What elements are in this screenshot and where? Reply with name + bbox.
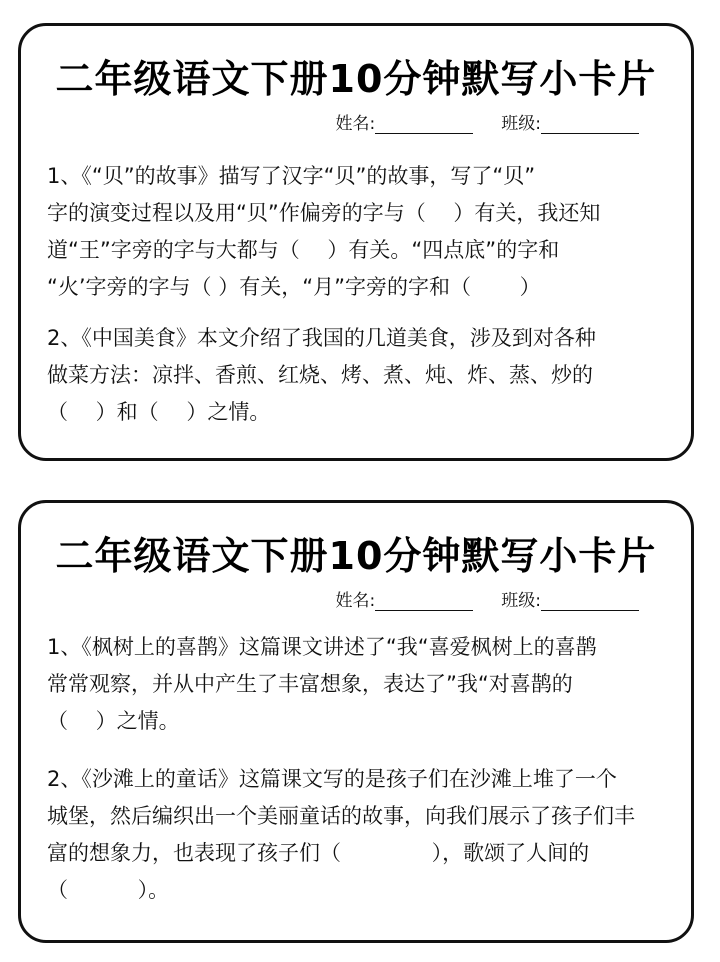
question-2: 2、《中国美食》本文介绍了我国的几道美食，涉及到对各种 做菜方法：凉拌、香煎、红烧、烤、煮、炖、炸、蒸、炒的 （ ）和（ ）之情。: [47, 326, 596, 424]
card-title: 二年级语文下册10分钟默写小卡片: [55, 57, 657, 101]
name-label: 姓名:: [335, 114, 376, 134]
name-blank[interactable]: [375, 592, 473, 611]
class-label: 班级:: [501, 114, 541, 134]
class-label: 班级:: [501, 591, 541, 611]
student-info: [336, 109, 639, 134]
dictation-card-1: [18, 23, 694, 461]
name-label: 姓名:: [335, 591, 376, 611]
question-1: 1、《“贝”的故事》描写了汉字“贝”的故事，写了“贝” 字的演变过程以及用“贝”作偏旁的字与（ ）有关，我还知 道“王”字旁的字与大都与（ ）有关。“四点底”的字和 “火’字旁的字与（ ）有关，“月”字旁的字和（ ）: [47, 164, 601, 299]
class-blank[interactable]: [541, 592, 639, 611]
question-1: 1、《枫树上的喜鹊》这篇课文讲述了“我“喜爱枫树上的喜鹊 常常观察，并从中产生了丰富想象，表达了”我“对喜鹊的 （ ）之情。: [47, 635, 597, 733]
dictation-card-2: [18, 500, 694, 943]
question-2: 2、《沙滩上的童话》这篇课文写的是孩子们在沙滩上堆了一个 城堡，然后编织出一个美丽童话的故事，向我们展示了孩子们丰 富的想象力，也表现了孩子们（ ），歌颂了人间的 （ ）。: [47, 767, 635, 902]
name-blank[interactable]: [375, 115, 473, 134]
card-title: 二年级语文下册10分钟默写小卡片: [55, 534, 657, 578]
student-info: [336, 586, 639, 611]
class-blank[interactable]: [541, 115, 639, 134]
